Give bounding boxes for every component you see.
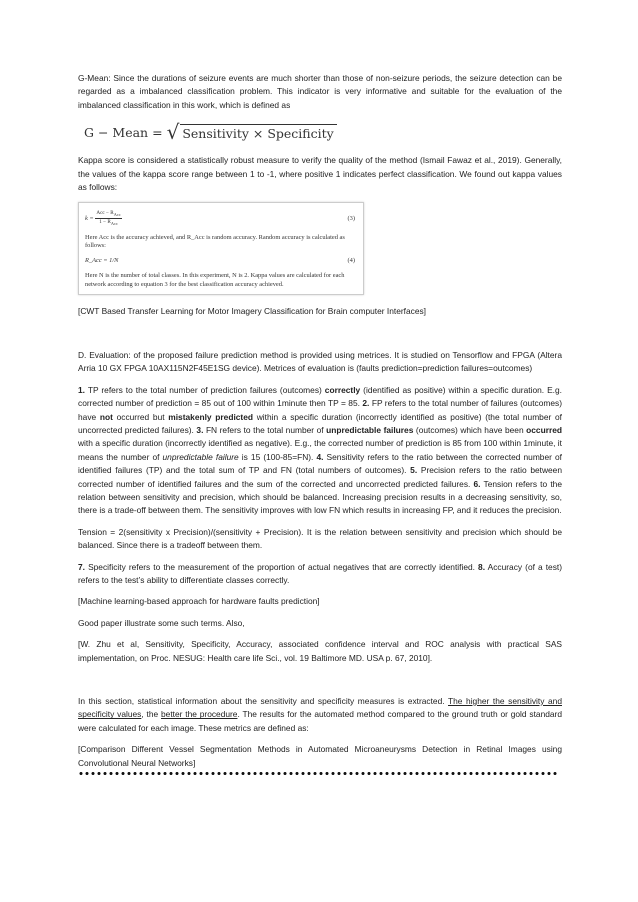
metric-1-text: TP refers to the total number of prediction failures (outcomes): [85, 384, 325, 395]
section-text-c: . The results for the automated method compared to the ground truth or gold standard were calculated for each image. These metrics are defined as:: [78, 709, 562, 733]
metric-6-number: 6.: [473, 478, 481, 489]
metric-5-number: 5.: [410, 465, 418, 476]
kappa-paragraph: Kappa score is considered a statistically robust measure to verify the quality of the method (Ismail Fawaz et al., 2019). Generally, the values of the kappa score range between 1 to -1, where positive 1 indicates perfect classification. We found out kappa values as follows:: [78, 155, 562, 193]
metric-8-text: Accuracy (of a test) refers to the test’s ability to differentiate classes correctly.: [78, 561, 562, 585]
metric-2-bold-2: mistakenly predicted: [168, 411, 253, 422]
kappa-eq1-fraction: [95, 210, 121, 227]
metric-1-bold: correctly: [324, 384, 361, 395]
kappa-eq1-lhs: k =: [85, 215, 94, 223]
metric-2-number: 2.: [362, 398, 370, 409]
metric-4-number: 4.: [316, 451, 324, 462]
metric-3-text-b: (outcomes) which have been: [413, 424, 527, 435]
kappa-eq2-label: (4): [347, 257, 355, 265]
gmean-paragraph: G-Mean: Since the durations of seizure events are much shorter than those of non-seizure periods, the seizure detection can be regarded as a imbalanced classification problem. This indicator is very informative and suitable for the evaluation of the imbalanced classification in this work, which is defined as: [78, 73, 562, 110]
metric-3-text-c: with a specific duration (incorrectly identified as negative). E.g., the corrected number of prediction is 85 from 100 within 1minute, it means the number of: [78, 438, 562, 462]
tension-paragraph: Tension = 2(sensitivity x Precision)/(sensitivity + Precision). It is the relation between sensitivity and precision which should be balanced. Since there is a tradeoff between them.: [78, 526, 562, 551]
metric-5-text: Precision refers to the ratio between corrected number of identified failures and the sum of the corrected and uncorrected predicted failures.: [78, 465, 562, 489]
metric-2-text-b: occurred but: [112, 411, 169, 422]
kappa-eq1-den-sub: Acc: [110, 221, 118, 227]
section-text-b: , the: [141, 709, 162, 720]
metrics-paragraph: [78, 384, 562, 518]
kappa-eq1-num-sub: Acc: [113, 212, 121, 218]
evaluation-paragraph: D. Evaluation: of the proposed failure prediction method is provided using metrices. It is studied on Tensorflow and FPGA (Altera Arria 10 GX FPGA 10AX115N2F45E1SG device). Metrices of evaluation is (faults prediction=prediction failures=outcomes): [78, 349, 562, 374]
metric-7-number: 7.: [78, 561, 85, 572]
gmean-formula: [84, 120, 562, 145]
kappa-equation-box: [78, 202, 364, 295]
metric-1-text-b: (identified as positive) within a specific duration. E.g. corrected number of prediction = 85 out of 100 within 1minute then TP = 85.: [78, 384, 562, 409]
kappa-eq1-numerator: Acc − R: [96, 210, 114, 217]
metric-2-text: FP refers to the total number of failures (outcomes) have: [78, 398, 562, 422]
metric-3-bold-2: occurred: [526, 424, 562, 435]
metric-1-number: 1.: [78, 384, 85, 395]
metric-6-text: Tension refers to the relation between sensitivity and precision, which should be balanced. Increasing precision results in a decreasing sensitivity, so, there is a trade-off between them. The sensitivity improves with low FN which results in increasing FP, and it reduces the precision.: [78, 478, 562, 516]
metric-2-text-c: within a specific duration (incorrectly identified as positive) (the total number of uncorrected predicted failures).: [78, 411, 562, 435]
kappa-reference: [CWT Based Transfer Learning for Motor Imagery Classification for Brain computer Interfaces]: [78, 306, 427, 317]
metric-3-bold-1: unpredictable failures: [326, 424, 414, 435]
dotted-divider: [78, 771, 558, 776]
good-paper-line: Good paper illustrate some such terms. Also,: [78, 617, 245, 628]
gmean-formula-radicand: Sensitivity × Specificity: [180, 124, 336, 141]
metric-3-number: 3.: [196, 424, 204, 435]
kappa-equation-1: [85, 210, 355, 227]
kappa-box-paragraph-1: Here Acc is the accuracy achieved, and R_Acc is random accuracy. Random accuracy is calculated as follows:: [85, 233, 345, 250]
vessel-reference: [Comparison Different Vessel Segmentation Methods in Automated Microaneurysms Detection in Retinal Images using Convolutional Neural Networks]: [78, 744, 562, 768]
section-paragraph: [78, 695, 562, 735]
gmean-formula-lhs: G − Mean =: [84, 124, 163, 140]
metric-8-number: 8.: [478, 561, 486, 572]
section-text-a: In this section, statistical information about the sensitivity and specificity measures is extracted.: [78, 696, 449, 707]
kappa-box-paragraph-2: Here N is the number of total classes. In this experiment, N is 2. Kappa values are calculated for each network according to equation 3 for the best classification accuracy achieved.: [85, 271, 345, 288]
metric-4-text: Sensitivity refers to the ratio between the corrected number of identified failures (TP) and the total sum of TP and FN (total numbers of outcomes).: [78, 451, 562, 476]
ml-reference: [Machine learning-based approach for hardware faults prediction]: [78, 596, 320, 607]
kappa-equation-2: [85, 257, 355, 266]
metric-7-text: Specificity refers to the measurement of the proportion of actual negatives that are correctly identified.: [85, 561, 479, 572]
metric-2-bold-1: not: [99, 411, 113, 422]
metric-3-italic: unpredictable failure: [162, 451, 239, 462]
kappa-eq1-denominator: 1 − R: [99, 219, 111, 226]
zhu-reference: [W. Zhu et al, Sensitivity, Specificity, Accuracy, associated confidence interval and ROC analysis with practical SAS implementation, on Proc. NESUG: Health care life Sci., vol. 19 Baltimore MD. USA p. 67, 2010].: [78, 639, 562, 663]
document-page: [78, 72, 562, 776]
kappa-eq2: R_Acc = 1/N: [85, 257, 119, 265]
metric-3-text-d: is 15 (100-85=FN).: [238, 451, 317, 462]
kappa-eq1-label: (3): [347, 214, 355, 222]
section-underline-2: better the procedure: [161, 709, 238, 720]
specificity-paragraph: [78, 561, 562, 588]
sqrt-symbol: √: [166, 120, 180, 145]
metric-3-text: FN refers to the total number of: [203, 424, 327, 435]
section-underline-1: The higher the sensitivity and specificity values: [78, 696, 562, 720]
